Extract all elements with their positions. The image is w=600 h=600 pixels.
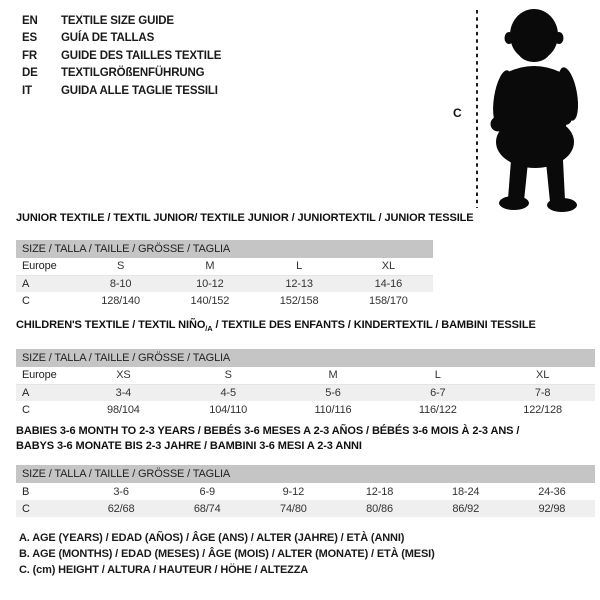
- size-header: SIZE / TALLA / TAILLE / GRÖSSE / TAGLIA: [16, 465, 595, 483]
- language-code: ES: [22, 32, 38, 45]
- row-label: Europe: [16, 258, 76, 275]
- size-cell: 128/140: [101, 294, 140, 307]
- height-measure-label: C: [453, 106, 462, 120]
- size-cell: 68/74: [164, 500, 250, 517]
- row-label: C: [16, 500, 78, 517]
- baby-height-figure: [445, 2, 597, 214]
- language-code: IT: [22, 84, 32, 97]
- size-cell: 6-7: [385, 384, 490, 401]
- size-cell: 80/86: [336, 500, 422, 517]
- childrens-size-table: [16, 349, 595, 418]
- row-label: Europe: [16, 367, 71, 384]
- row-label: A: [16, 384, 71, 401]
- language-title: GUIDA ALLE TAGLIE TESSILI: [61, 84, 218, 97]
- section-title-subscript: /A: [205, 324, 213, 334]
- size-cell: 14-16: [344, 275, 433, 292]
- row-label: B: [22, 485, 30, 498]
- size-cell: 74/80: [250, 500, 336, 517]
- size-cell: XS: [71, 367, 176, 384]
- section-babies-textile: [16, 424, 595, 517]
- legend: [19, 530, 435, 578]
- section-junior-textile: [16, 211, 474, 309]
- table-row: [16, 384, 595, 401]
- section-title-text: / TEXTILE DES ENFANTS / KINDERTEXTIL / BAMBINI TESSILE: [212, 319, 536, 331]
- size-cell: 110/116: [314, 403, 352, 416]
- size-cell: 140/152: [190, 294, 230, 307]
- language-code: EN: [22, 15, 38, 27]
- language-title: TEXTILE SIZE GUIDE: [61, 15, 174, 27]
- size-cell: 86/92: [423, 500, 509, 517]
- size-header: SIZE / TALLA / TAILLE / GRÖSSE / TAGLIA: [16, 240, 433, 258]
- size-cell: 10-12: [165, 275, 254, 292]
- table-row: [16, 483, 595, 500]
- size-cell: 9-12: [282, 485, 305, 498]
- table-row: [16, 275, 433, 292]
- language-title: GUÍA DE TALLAS: [61, 32, 155, 45]
- section-title: [16, 318, 595, 332]
- size-cell: L: [255, 258, 344, 275]
- row-label: C: [22, 294, 30, 307]
- section-title: [16, 424, 595, 454]
- size-cell: 7-8: [490, 384, 595, 401]
- size-cell: 98/104: [107, 403, 140, 416]
- section-title: [16, 211, 474, 225]
- section-title-text: JUNIOR TEXTILE / TEXTIL JUNIOR/ TEXTILE JUNIOR / JUNIORTEXTIL / JUNIOR TESSILE: [16, 212, 474, 224]
- legend-line-c: C. (cm) HEIGHT / ALTURA / HAUTEUR / HÖHE / ALTEZZA: [19, 564, 309, 576]
- size-cell: M: [281, 367, 386, 384]
- baby-silhouette-shape: [490, 9, 582, 212]
- size-cell: 12-18: [365, 485, 394, 498]
- table-row: [16, 292, 433, 309]
- size-cell: 152/158: [279, 294, 319, 307]
- size-header-row: [16, 240, 433, 258]
- row-label: A: [16, 275, 76, 292]
- size-cell: 4-5: [176, 384, 281, 401]
- size-cell: 158/170: [369, 294, 408, 307]
- language-code: DE: [22, 67, 38, 80]
- language-row: [22, 83, 221, 100]
- section-title-line1: BABIES 3-6 MONTH TO 2-3 YEARS / BEBÉS 3-6 MESES A 2-3 AÑOS / BÉBÉS 3-6 MOIS À 2-3 ANS /: [16, 425, 520, 437]
- size-cell: 3-6: [113, 485, 129, 498]
- size-cell: 62/68: [78, 500, 164, 517]
- size-cell: 18-24: [452, 485, 480, 498]
- table-row: [16, 367, 595, 384]
- size-header-row: [16, 349, 595, 367]
- section-childrens-textile: [16, 318, 595, 418]
- junior-size-table: [16, 240, 433, 309]
- size-cell: XL: [490, 367, 595, 384]
- size-cell: S: [76, 258, 165, 275]
- language-row: [22, 48, 221, 65]
- size-cell: 6-9: [199, 485, 215, 498]
- language-row: [22, 13, 221, 30]
- size-cell: L: [385, 367, 490, 384]
- table-row: [16, 258, 433, 275]
- size-cell: 12-13: [255, 275, 344, 292]
- legend-line-b: B. AGE (MONTHS) / EDAD (MESES) / ÂGE (MOIS) / ALTER (MONATE) / ETÀ (MESI): [19, 548, 435, 560]
- size-header: SIZE / TALLA / TAILLE / GRÖSSE / TAGLIA: [16, 349, 595, 367]
- baby-silhouette-icon: [445, 2, 597, 214]
- size-cell: 116/122: [418, 403, 457, 416]
- size-cell: 5-6: [281, 384, 386, 401]
- section-title-text: CHILDREN'S TEXTILE / TEXTIL NIÑO: [16, 319, 206, 331]
- size-cell: 3-4: [71, 384, 176, 401]
- language-code: FR: [22, 49, 38, 62]
- size-cell: 8-10: [76, 275, 165, 292]
- language-row: [22, 65, 221, 82]
- size-cell: S: [176, 367, 281, 384]
- size-cell: 122/128: [523, 403, 562, 416]
- language-title: TEXTILGRÖßENFÜHRUNG: [61, 67, 205, 80]
- language-row: [22, 30, 221, 47]
- section-title-line2: BABYS 3-6 MONATE BIS 2-3 JAHRE / BAMBINI 3-6 MESI A 2-3 ANNI: [16, 440, 362, 452]
- language-title: GUIDE DES TAILLES TEXTILE: [61, 49, 222, 62]
- size-cell: M: [165, 258, 254, 275]
- table-row: [16, 401, 595, 418]
- size-cell: 104/110: [209, 403, 248, 416]
- language-header: [22, 13, 221, 100]
- size-header-row: [16, 465, 595, 483]
- babies-size-table: [16, 465, 595, 517]
- size-cell: XL: [344, 258, 433, 275]
- size-cell: 92/98: [509, 500, 595, 517]
- legend-line-a: A. AGE (YEARS) / EDAD (AÑOS) / ÂGE (ANS) / ALTER (JAHRE) / ETÀ (ANNI): [19, 532, 405, 544]
- table-row: [16, 500, 595, 517]
- row-label: C: [22, 403, 30, 416]
- size-cell: 24-36: [538, 485, 566, 498]
